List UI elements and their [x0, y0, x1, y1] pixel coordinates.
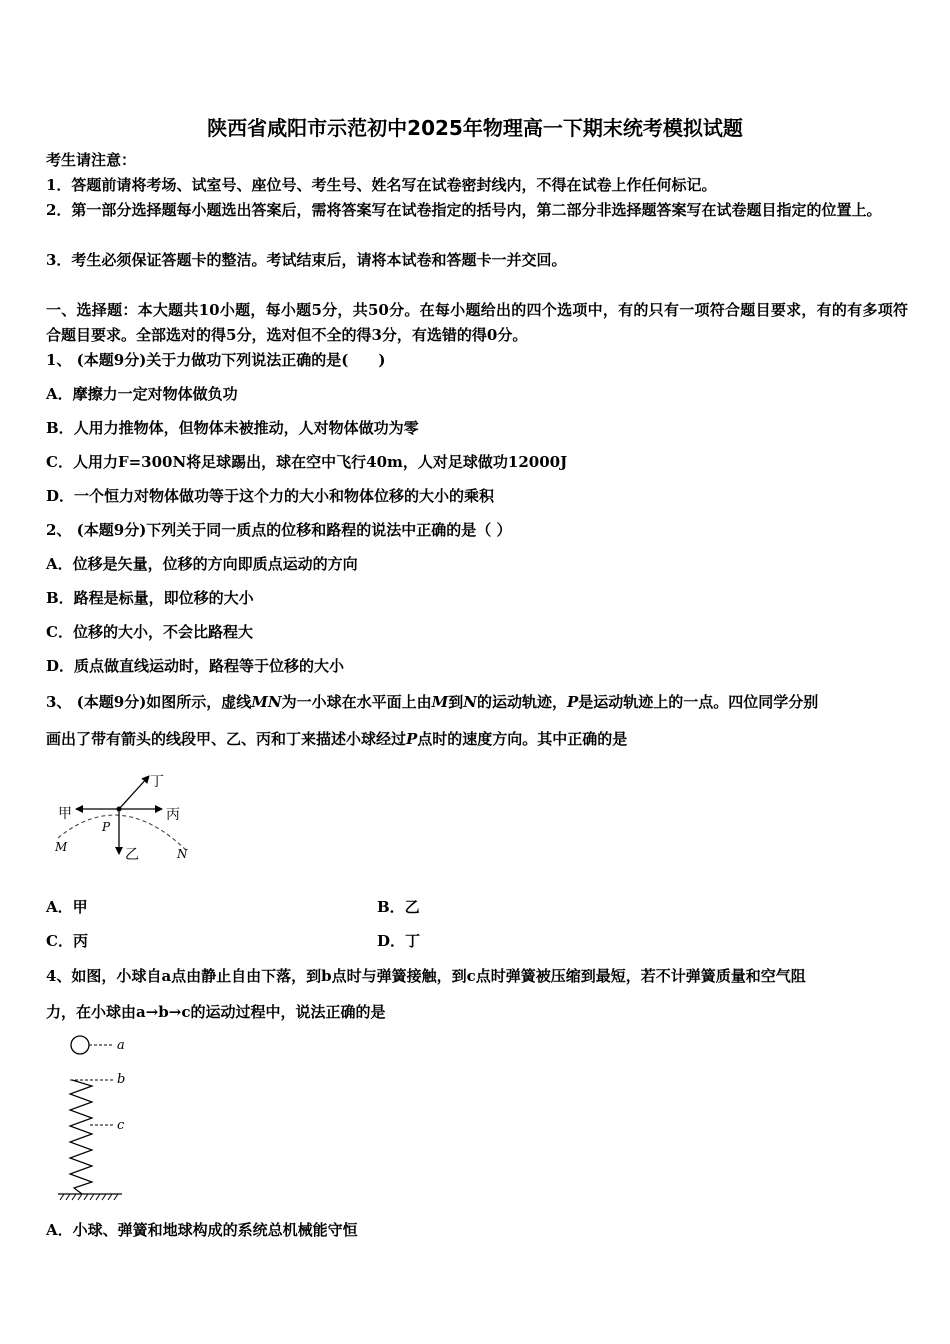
label-b: b: [117, 1072, 126, 1087]
arrow-ding: [119, 776, 149, 809]
section-heading: 一、选择题：本大题共10小题，每小题5分，共50分。在每小题给出的四个选项中，有的只有一项符合题目要求，有的有多项符合题目要求。全部选对的得5分，选对但不全的得3分，有选错的得0分。: [46, 301, 908, 344]
label-p: P: [102, 820, 111, 834]
label-yi: 乙: [125, 847, 139, 863]
q1-option-c: C．人用力F=300N将足球踢出，球在空中飞行40m，人对足球做功12000J: [46, 453, 568, 471]
q1-option-b: B．人用力推物体，但物体未被推动，人对物体做功为零: [46, 419, 419, 437]
q2-option-c: C．位移的大小，不会比路程大: [46, 623, 253, 641]
page-title: 陕西省咸阳市示范初中2025年物理高一下期末统考模拟试题: [207, 116, 743, 140]
q3-option-c: C．丙: [46, 932, 88, 950]
q2-option-b: B．路程是标量，即位移的大小: [46, 589, 254, 607]
q3-velocity-diagram: [46, 766, 206, 866]
q2-option-a: A．位移是矢量，位移的方向即质点运动的方向: [46, 555, 358, 573]
notice-item-1: 1．答题前请将考场、试室号、座位号、考生号、姓名写在试卷密封线内，不得在试卷上作任何标记。: [46, 176, 717, 194]
q3-option-a: A．甲: [46, 898, 88, 916]
spring: [70, 1080, 92, 1194]
q2-stem: 2、 (本题9分)下列关于同一质点的位移和路程的说法中正确的是（ ）: [46, 521, 512, 539]
notice-heading: 考生请注意：: [46, 151, 137, 169]
ball: [71, 1036, 89, 1054]
label-jia: 甲: [58, 806, 72, 822]
label-a: a: [117, 1038, 125, 1053]
notice-item-3: 3．考生必须保证答题卡的整洁。考试结束后，请将本试卷和答题卡一并交回。: [46, 251, 567, 269]
q1-stem: 1、 (本题9分)关于力做功下列说法正确的是( ): [46, 351, 386, 369]
q4-option-a: A．小球、弹簧和地球构成的系统总机械能守恒: [46, 1221, 358, 1239]
label-c: c: [117, 1118, 125, 1133]
label-bing: 丙: [166, 807, 180, 823]
ground-hatch: [60, 1194, 118, 1200]
label-ding: 丁: [150, 774, 164, 790]
q4-spring-diagram: [52, 1030, 142, 1205]
q2-option-d: D．质点做直线运动时，路程等于位移的大小: [46, 657, 345, 675]
q4-stem-line2: 力，在小球由a→b→c的运动过程中，说法正确的是: [46, 1003, 386, 1021]
q3-stem: 3、 (本题9分)如图所示，虚线MN为一小球在水平面上由M到N的运动轨迹，P是运动轨迹上的一点。四位同学分别: [46, 693, 819, 711]
q1-option-a: A．摩擦力一定对物体做负功: [46, 385, 238, 403]
q1-option-d: D．一个恒力对物体做功等于这个力的大小和物体位移的大小的乘积: [46, 487, 495, 505]
q3-stem-line2: 画出了带有箭头的线段甲、乙、丙和丁来描述小球经过P点时的速度方向。其中正确的是: [46, 730, 628, 748]
q3-option-d: D．丁: [377, 932, 421, 950]
q4-stem: 4、如图，小球自a点由静止自由下落，到b点时与弹簧接触，到c点时弹簧被压缩到最短，若不计弹簧质量和空气阻: [46, 967, 806, 985]
label-m: M: [55, 840, 68, 854]
q3-option-b: B．乙: [377, 898, 420, 916]
label-n: N: [177, 847, 188, 861]
notice-item-2: 2．第一部分选择题每小题选出答案后，需将答案写在试卷指定的括号内，第二部分非选择题答案写在试卷题目指定的位置上。: [46, 201, 882, 219]
